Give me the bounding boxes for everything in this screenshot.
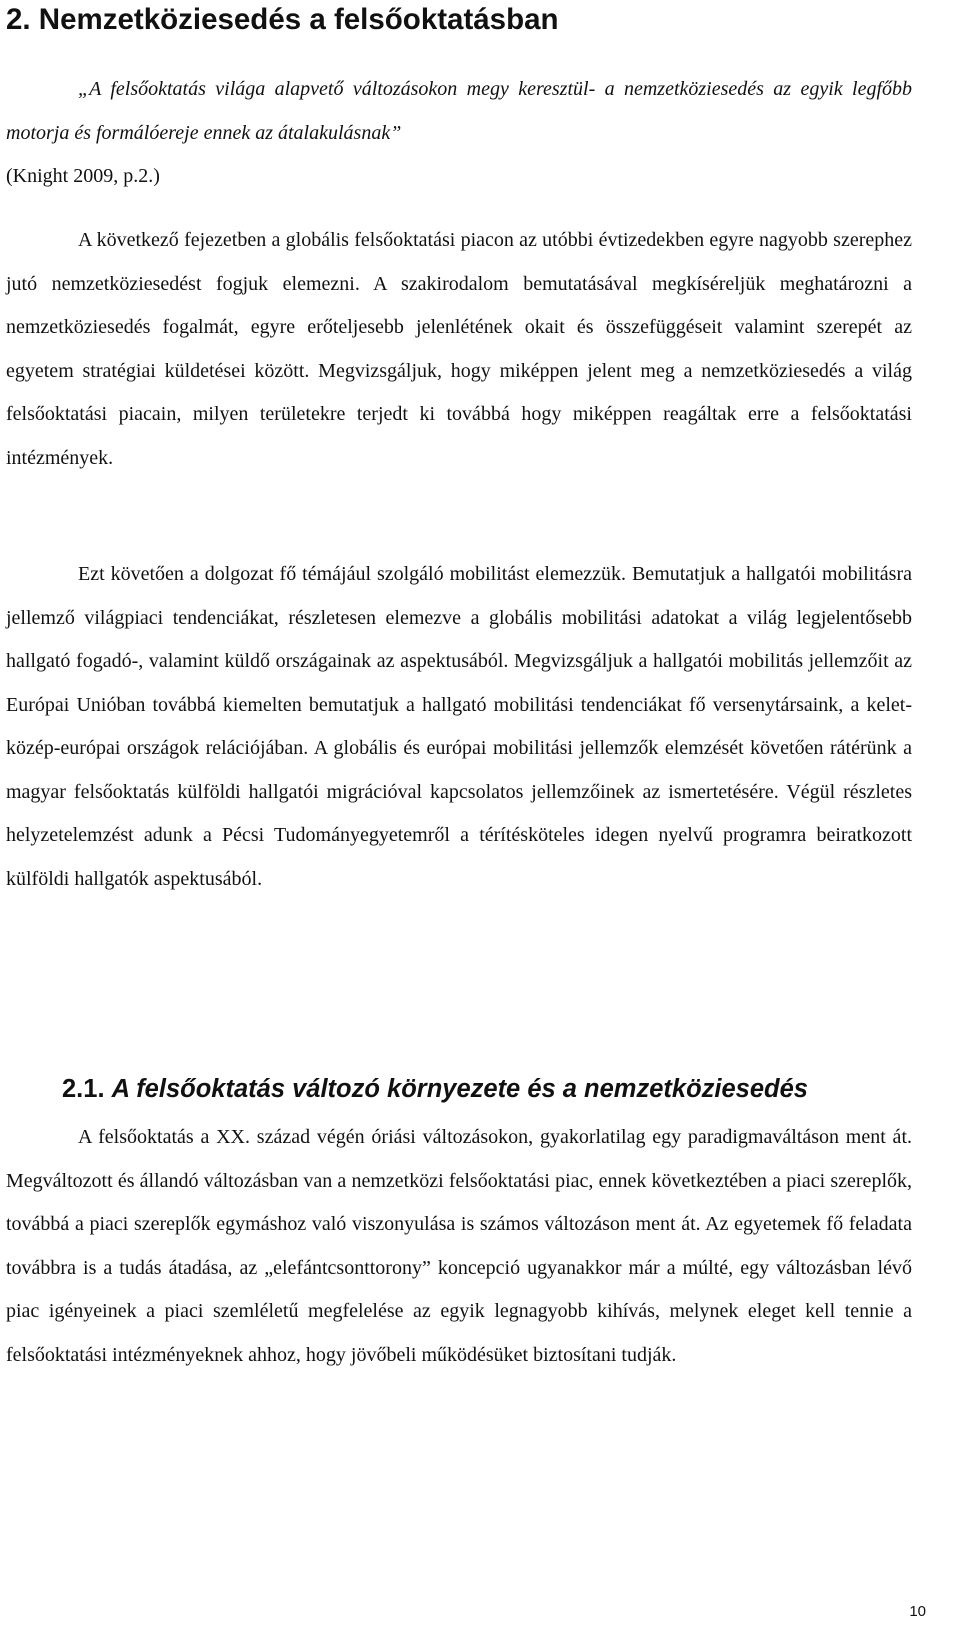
section-number: 2.1. [62, 1075, 105, 1103]
body-paragraph-2: Ezt követően a dolgozat fő témájául szolgáló mobilitást elemezzük. Bemutatjuk a hallgatói mobilitásra jellemző világpiaci tendenciákat, részletesen elemezve a globális mobilitási adatokat a világ legjelentősebb hallgató fogadó-, valamint küldő országainak az aspektusából. Megvizsgáljuk a hallgatói mobilitás jellemzőit az Európai Unióban továbbá kiemelten bemutatjuk a hallgató mobilitási tendenciákat fő versenytársaink, a kelet-közép-európai országok relációjában. A globális és európai mobilitási jellemzők elemzését követően rátérünk a magyar felsőoktatás külföldi hallgatói migrációval kapcsolatos jellemzőinek az ismertetésére. Végül részletes helyzetelemzést adunk a Pécsi Tudományegyetemről a térítésköteles idegen nyelvű programra beiratkozott külföldi hallgatók aspektusából. [6, 563, 912, 890]
page-number: 10 [909, 1603, 926, 1620]
body-paragraph-1: A következő fejezetben a globális felsőoktatási piacon az utóbbi évtizedekben egyre nagyobb szerephez jutó nemzetköziesedést fogjuk elemezni. A szakirodalom bemutatásával megkíséreljük meghatározni a nemzetköziesedés fogalmát, egyre erőteljesebb jelenlétének okait és összefüggéseit valamint szerepét az egyetem stratégiai küldetései között. Megvizsgáljuk, hogy miképpen jelent meg a nemzetköziesedés a világ felsőoktatási piacain, milyen területekre terjedt ki továbbá hogy miképpen reagáltak erre a felsőoktatási intézmények. [6, 229, 912, 469]
chapter-heading: 2. Nemzetköziesedés a felsőoktatásban [6, 3, 559, 36]
section-paragraph-1: A felsőoktatás a XX. század végén óriási változásokon, gyakorlatilag egy paradigmaváltáson ment át. Megváltozott és állandó változásban van a nemzetközi felsőoktatási piac, ennek következtében a piaci szereplők, továbbá a piaci szereplők egymáshoz való viszonyulása is számos változáson ment át. Az egyetemek fő feladata továbbra is a tudás átadása, az „elefántcsonttorony” koncepció ugyanakkor már a múlté, egy változásban lévő piac igényeinek a piaci szemléletű megfelelése az egyik legnagyobb kihívás, melynek eleget kell tennie a felsőoktatási intézményeknek ahhoz, hogy jövőbeli működésüket biztosítani tudják. [6, 1126, 912, 1366]
section-heading [62, 1072, 808, 1106]
quote-citation: (Knight 2009, p.2.) [6, 165, 160, 187]
section-title: A felsőoktatás változó környezete és a nemzetköziesedés [111, 1075, 808, 1103]
quote-text: „A felsőoktatás világa alapvető változásokon megy keresztül- a nemzetköziesedés az egyik legfőbb motorja és formálóereje ennek az átalakulásnak” [6, 78, 912, 144]
opening-quote [6, 68, 912, 155]
